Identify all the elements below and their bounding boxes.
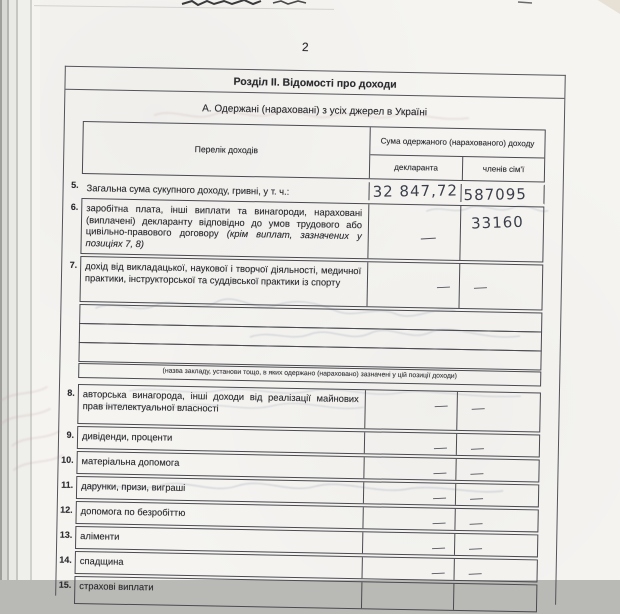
row-number: 14. — [59, 554, 72, 565]
family-value-dash: — — [473, 279, 488, 296]
table-header-row — [65, 121, 546, 183]
family-value-dash: — — [470, 439, 485, 456]
row-label: дивіденди, проценти — [81, 430, 173, 443]
row-number: 12. — [60, 504, 73, 515]
income-table — [57, 121, 546, 613]
family-value-handwritten: 33160 — [470, 212, 525, 233]
declarant-value-dash: — — [420, 229, 437, 247]
family-value-dash: — — [471, 400, 485, 417]
declarant-value-dash: — — [436, 278, 451, 295]
row-number: 13. — [59, 529, 73, 540]
row-label-italic: (крім виплат, зазначених у позиціях 7, 8) — [85, 227, 362, 249]
row-label: аліменти — [80, 530, 120, 542]
declarant-value-dash: — — [432, 514, 446, 530]
row-number: 8. — [67, 387, 75, 398]
declarant-value-dash: — — [434, 397, 449, 414]
family-value-dash: — — [468, 564, 482, 581]
row-label: спадщина — [79, 555, 124, 567]
row-number: 11. — [61, 479, 74, 490]
page-number: 2 — [301, 40, 309, 55]
table-row — [60, 384, 541, 433]
row-label: матеріальна допомога — [81, 455, 180, 468]
declarant-value-dash: — — [431, 539, 446, 555]
family-value-dash: — — [468, 539, 483, 556]
row-number: 5. — [71, 179, 79, 190]
row-number: 7. — [69, 259, 78, 270]
table-row — [63, 256, 544, 311]
column-header-declarant: декларанта — [394, 162, 438, 173]
row-label: авторська винагорода, інші доходи від реалізації майнових прав інтелектуальної власності — [82, 388, 359, 414]
institution-note: (назва закладу, установи тощо, в яких одержано (нараховано) зазначені у цій позиції доходи) — [78, 363, 541, 386]
family-value-dash: — — [470, 464, 484, 481]
section-box — [55, 66, 566, 605]
row-number: 9. — [66, 429, 75, 440]
row-label: дохід від викладацької, наукової і творчої діяльності, медичної практики, інструкторської та суддівської практики із спорту — [84, 260, 362, 288]
column-header-income-list: Перелік доходів — [194, 143, 259, 155]
column-header-amount: Сума одержаного (нарахованого) доходу — [370, 127, 544, 158]
family-value-dash: — — [469, 489, 484, 506]
row-number: 6. — [70, 201, 79, 212]
row-label: Загальна сума сукупного доходу, гривні, у т. ч.: — [86, 182, 290, 197]
table-row — [63, 198, 544, 263]
declarant-value-dash: — — [433, 439, 448, 455]
row-label: заробітна плата, інші виплати та винагороди, нараховані (виплачені) декларанту відповідно до умов трудового або цивільно-правового договору (крім виплат, зазначених у позиціях 7, 8) — [85, 202, 363, 249]
declarant-value-dash: — — [433, 464, 447, 480]
table-row — [57, 576, 537, 613]
row-label: допомога по безробіттю — [80, 505, 186, 518]
section-subtitle: А. Одержані (нараховані) з усіх джерел в Україні — [202, 103, 428, 119]
column-header-family: членів сім'ї — [462, 157, 544, 181]
row-label: дарунки, призи, виграші — [81, 480, 186, 493]
declarant-value-handwritten: 32 847,72 — [372, 181, 459, 201]
family-value-dash: — — [469, 514, 483, 531]
declarant-value-dash: — — [431, 564, 445, 580]
row-number: 10. — [61, 454, 74, 465]
row-label: страхові виплати — [79, 580, 154, 593]
family-value-handwritten: 587095 — [463, 185, 527, 205]
declarant-value-dash: — — [432, 489, 447, 505]
section-title: Розділ II. Відомості про доходи — [65, 67, 564, 99]
row-number: 15. — [58, 579, 72, 590]
